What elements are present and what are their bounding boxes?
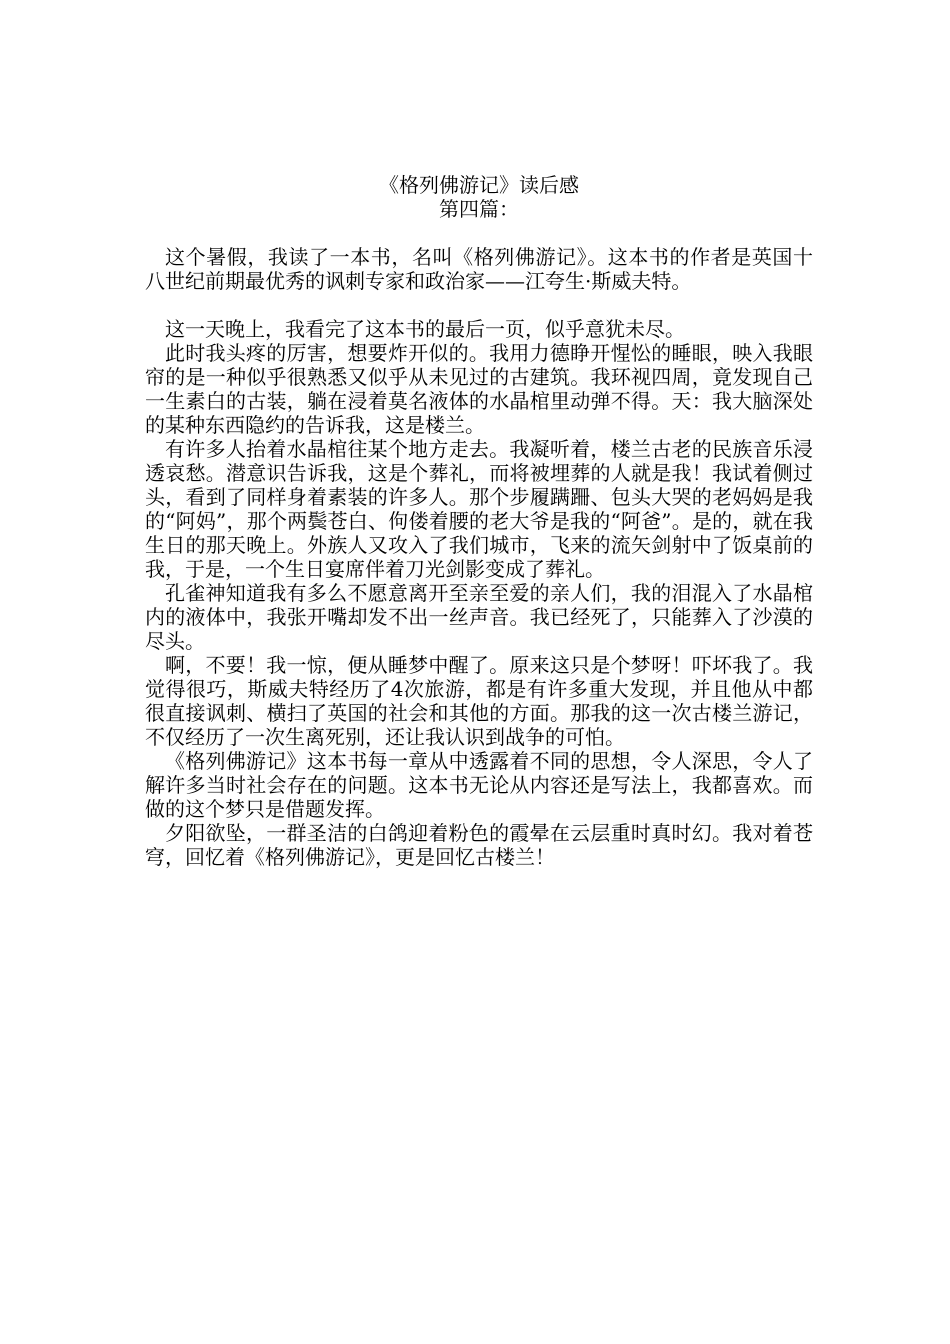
spacer — [145, 221, 813, 245]
paragraph-6: 啊，不要！我一惊，便从睡梦中醒了。原来这只是个梦呀！吓坏我了。我觉得很巧，斯威夫特经历了4次旅游，都是有许多重大发现，并且他从中都很直接讽刺、横扫了英国的社会和其他的方面。那我的这一次古楼兰游记，不仅经历了一次生离死别，还让我认识到战争的可怕。 — [145, 653, 813, 749]
document-page — [145, 173, 813, 869]
paragraph-2: 这一天晚上，我看完了这本书的最后一页，似乎意犹未尽。 — [165, 317, 685, 341]
paragraph-7: 《格列佛游记》这本书每一章从中透露着不同的思想，令人深思，令人了解许多当时社会存在的问题。这本书无论从内容还是写法上，我都喜欢。而做的这个梦只是借题发挥。 — [145, 749, 813, 821]
spacer — [145, 293, 813, 317]
paragraph-1: 这个暑假，我读了一本书，名叫《格列佛游记》。这本书的作者是英国十八世纪前期最优秀的讽刺专家和政治家——江夸生·斯威夫特。 — [145, 245, 813, 293]
document-subtitle: 第四篇： — [439, 197, 519, 221]
paragraph-3: 此时我头疼的厉害，想要炸开似的。我用力德睁开惺忪的睡眼，映入我眼帘的是一种似乎很熟悉又似乎从未见过的古建筑。我环视四周，竟发现自己一生素白的古装，躺在浸着莫名液体的水晶棺里动弹不得。天：我大脑深处的某种东西隐约的告诉我，这是楼兰。 — [145, 341, 813, 437]
paragraph-5: 孔雀神知道我有多么不愿意离开至亲至爱的亲人们，我的泪混入了水晶棺内的液体中，我张开嘴却发不出一丝声音。我已经死了，只能葬入了沙漠的尽头。 — [145, 581, 813, 653]
paragraph-8: 夕阳欲坠，一群圣洁的白鸽迎着粉色的霞晕在云层重时真时幻。我对着苍穹，回忆着《格列佛游记》，更是回忆古楼兰！ — [145, 821, 813, 869]
paragraph-4: 有许多人抬着水晶棺往某个地方走去。我凝听着，楼兰古老的民族音乐浸透哀愁。潜意识告诉我，这是个葬礼，而将被埋葬的人就是我！我试着侧过头，看到了同样身着素装的许多人。那个步履蹒跚、包头大哭的老妈妈是我的“阿妈”，那个两鬓苍白、佝偻着腰的老大爷是我的“阿爸”。是的，就在我生日的那天晚上。外族人又攻入了我们城市，飞来的流矢剑射中了饭桌前的我，于是，一个生日宴席伴着刀光剑影变成了葬礼。 — [145, 437, 813, 581]
document-title: 《格列佛游记》读后感 — [379, 173, 579, 197]
